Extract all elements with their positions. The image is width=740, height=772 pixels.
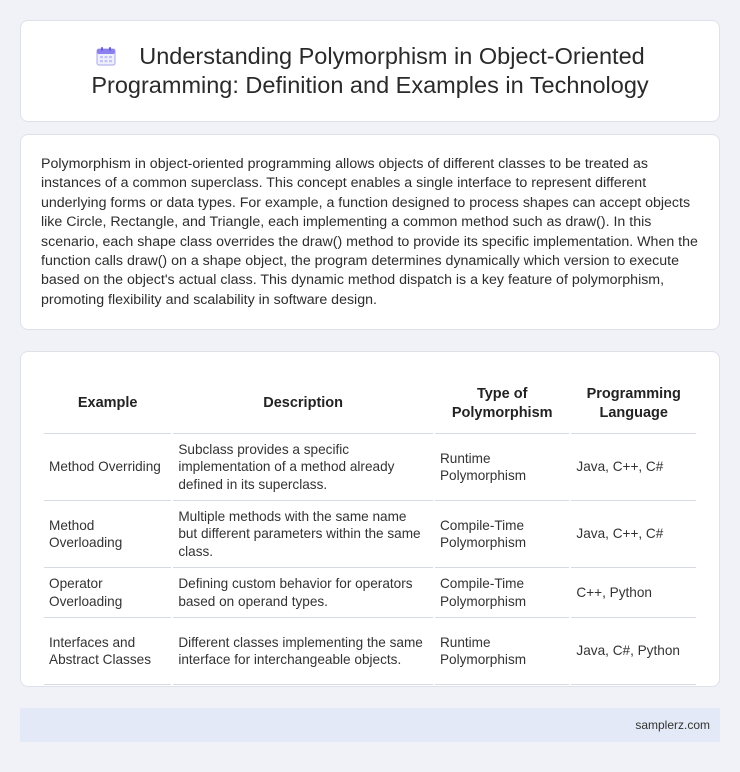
cell-language: Java, C++, C#	[571, 434, 696, 501]
header-type: Type of Polymorphism	[435, 372, 569, 434]
cell-language: Java, C++, C#	[571, 501, 696, 568]
cell-example: Interfaces and Abstract Classes	[44, 618, 171, 685]
table-row	[44, 501, 696, 568]
cell-type: Runtime Polymorphism	[435, 618, 569, 685]
cell-type: Runtime Polymorphism	[435, 434, 569, 501]
table-header-row	[44, 372, 696, 434]
table-row	[44, 618, 696, 685]
title-wrap	[21, 42, 719, 100]
header-description: Description	[173, 372, 433, 434]
cell-description: Defining custom behavior for operators based on operand types.	[173, 568, 433, 618]
page-title-text: Understanding Polymorphism in Object-Oriented Programming: Definition and Examples in Technology	[91, 43, 649, 98]
cell-description: Subclass provides a specific implementation of a method already defined in its superclass.	[173, 434, 433, 501]
cell-language: C++, Python	[571, 568, 696, 618]
table-card	[20, 351, 720, 687]
description-text: Polymorphism in object-oriented programming allows objects of different classes to be treated as instances of a common superclass. This concept enables a single interface to represent different underlying forms or data types. For example, a function designed to process shapes can accept objects like Circle, Rectangle, and Triangle, each implementing a common method such as draw(). In this scenario, each shape class overrides the draw() method to provide its specific implementation. When the function calls draw() on a shape object, the program determines dynamically which version to execute based on the object's actual class. This dynamic method dispatch is a key feature of polymorphism, promoting flexibility and scalability in software design.	[41, 156, 698, 308]
footer-bar	[20, 708, 720, 742]
page-title	[51, 42, 689, 100]
cell-example: Method Overloading	[44, 501, 171, 568]
title-card	[20, 20, 720, 122]
table-row	[44, 568, 696, 618]
header-language: Programming Language	[571, 372, 696, 434]
footer-site-link[interactable]: samplerz.com	[635, 718, 710, 732]
cell-description: Different classes implementing the same interface for interchangeable objects.	[173, 618, 433, 685]
calendar-icon	[95, 45, 117, 67]
table-row	[44, 434, 696, 501]
cell-language: Java, C#, Python	[571, 618, 696, 685]
header-example: Example	[44, 372, 171, 434]
cell-example: Operator Overloading	[44, 568, 171, 618]
cell-type: Compile-Time Polymorphism	[435, 501, 569, 568]
cell-type: Compile-Time Polymorphism	[435, 568, 569, 618]
description-card	[20, 134, 720, 330]
polymorphism-table	[42, 372, 698, 685]
cell-example: Method Overriding	[44, 434, 171, 501]
cell-description: Multiple methods with the same name but different parameters within the same class.	[173, 501, 433, 568]
